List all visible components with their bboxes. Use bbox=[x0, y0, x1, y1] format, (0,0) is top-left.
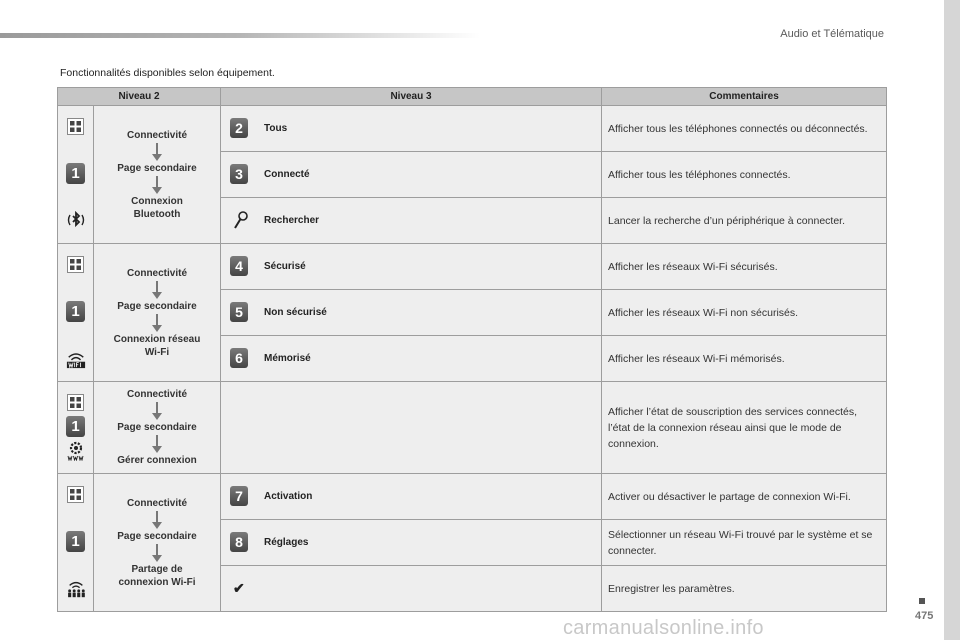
icon-cell-manage bbox=[58, 382, 94, 474]
comment-cell: Lancer la recherche d’un périphérique à connecter. bbox=[602, 198, 887, 244]
header-accent-bar bbox=[0, 33, 480, 38]
page-number: 475 bbox=[915, 610, 934, 622]
page-marker bbox=[919, 598, 925, 604]
level3-label: Tous bbox=[264, 123, 288, 134]
chain-cell-bluetooth bbox=[94, 106, 221, 244]
section-title: Audio et Télématique bbox=[780, 28, 884, 40]
arrow-down-icon bbox=[152, 143, 162, 161]
step-badge: 1 bbox=[66, 163, 85, 184]
wifi-icon bbox=[66, 349, 86, 369]
level3-cell bbox=[221, 520, 602, 566]
chain-step-connectivite: Connectivité bbox=[127, 497, 188, 509]
features-table bbox=[57, 87, 887, 612]
arrow-down-icon bbox=[152, 544, 162, 562]
comment-cell: Afficher tous les téléphones connectés. bbox=[602, 152, 887, 198]
step-badge: 1 bbox=[66, 416, 85, 437]
chain-step-connectivite: Connectivité bbox=[127, 267, 188, 279]
hotspot-sharing-icon bbox=[66, 579, 86, 599]
level3-label: Réglages bbox=[264, 537, 309, 548]
level3-cell bbox=[221, 566, 602, 612]
chain-step-connectivite: Connectivité bbox=[127, 129, 188, 141]
comment-cell: Afficher tous les téléphones connectés ou déconnectés. bbox=[602, 106, 887, 152]
page-edge-strip bbox=[944, 0, 960, 640]
level3-cell bbox=[221, 474, 602, 520]
chain-step-connectivite: Connectivité bbox=[127, 389, 188, 400]
level3-label: Non sécurisé bbox=[264, 307, 327, 318]
step-badge: 1 bbox=[66, 301, 85, 322]
comment-cell: Activer ou désactiver le partage de connexion Wi-Fi. bbox=[602, 474, 887, 520]
comment-cell: Sélectionner un réseau Wi-Fi trouvé par le système et se connecter. bbox=[602, 520, 887, 566]
grid-icon bbox=[67, 118, 84, 135]
chain-step-gerer-connexion: Gérer connexion bbox=[117, 455, 197, 466]
arrow-down-icon bbox=[152, 402, 162, 420]
chain-step-page-secondaire: Page secondaire bbox=[117, 162, 197, 174]
table-row bbox=[58, 244, 887, 290]
comment-cell: Afficher l’état de souscription des services connectés, l’état de la connexion réseau ainsi que le mode de connexion. bbox=[602, 382, 887, 474]
step-badge: 3 bbox=[230, 164, 248, 184]
table-header-row bbox=[58, 88, 887, 106]
grid-icon bbox=[67, 486, 84, 503]
icon-cell-wifi bbox=[58, 244, 94, 382]
arrow-down-icon bbox=[152, 176, 162, 194]
arrow-down-icon bbox=[152, 314, 162, 332]
comment-cell: Enregistrer les paramètres. bbox=[602, 566, 887, 612]
chain-step-page-secondaire: Page secondaire bbox=[117, 300, 197, 312]
step-badge: 8 bbox=[230, 532, 248, 552]
level3-label: Mémorisé bbox=[264, 353, 311, 364]
chain-cell-hotspot bbox=[94, 474, 221, 612]
step-badge: 2 bbox=[230, 118, 248, 138]
arrow-down-icon bbox=[152, 511, 162, 529]
arrow-down-icon bbox=[152, 281, 162, 299]
table-row bbox=[58, 106, 887, 152]
chain-cell-manage bbox=[94, 382, 221, 474]
arrow-down-icon bbox=[152, 435, 162, 453]
step-badge: 5 bbox=[230, 302, 248, 322]
grid-icon bbox=[67, 394, 84, 411]
chain-step-partage-connexion: Partage de connexion Wi-Fi bbox=[118, 563, 196, 588]
level3-label: Sécurisé bbox=[264, 261, 306, 272]
level3-cell bbox=[221, 336, 602, 382]
watermark: carmanualsonline.info bbox=[563, 617, 764, 639]
step-badge: 6 bbox=[230, 348, 248, 368]
grid-icon bbox=[67, 256, 84, 273]
checkmark-icon: ✔ bbox=[233, 580, 245, 596]
chain-step-page-secondaire: Page secondaire bbox=[117, 530, 197, 542]
level3-cell bbox=[221, 152, 602, 198]
chain-step-connexion-wifi: Connexion réseau Wi-Fi bbox=[113, 333, 201, 358]
comment-cell: Afficher les réseaux Wi-Fi sécurisés. bbox=[602, 244, 887, 290]
comment-cell: Afficher les réseaux Wi-Fi non sécurisés. bbox=[602, 290, 887, 336]
level3-cell bbox=[221, 244, 602, 290]
chain-step-connexion-bluetooth: Connexion Bluetooth bbox=[131, 195, 183, 220]
bluetooth-icon bbox=[66, 211, 86, 231]
header-niveau-2: Niveau 2 bbox=[58, 88, 221, 106]
level3-cell-empty bbox=[221, 382, 602, 474]
chain-cell-wifi bbox=[94, 244, 221, 382]
level3-cell bbox=[221, 290, 602, 336]
level3-label: Rechercher bbox=[264, 215, 320, 226]
icon-cell-bluetooth bbox=[58, 106, 94, 244]
header-niveau-3: Niveau 3 bbox=[221, 88, 602, 106]
level3-label: Connecté bbox=[264, 169, 310, 180]
level3-label: Activation bbox=[264, 491, 313, 502]
comment-cell: Afficher les réseaux Wi-Fi mémorisés. bbox=[602, 336, 887, 382]
level3-cell bbox=[221, 198, 602, 244]
level3-cell bbox=[221, 106, 602, 152]
step-badge: 1 bbox=[66, 531, 85, 552]
search-pointer-icon bbox=[233, 210, 249, 230]
step-badge: 4 bbox=[230, 256, 248, 276]
table-row bbox=[58, 382, 887, 474]
header-commentaires: Commentaires bbox=[602, 88, 887, 106]
table-row bbox=[58, 474, 887, 520]
icon-cell-hotspot bbox=[58, 474, 94, 612]
gear-www-icon bbox=[66, 441, 86, 461]
step-badge: 7 bbox=[230, 486, 248, 506]
chain-step-page-secondaire: Page secondaire bbox=[117, 422, 197, 433]
intro-text: Fonctionnalités disponibles selon équipement. bbox=[60, 67, 275, 79]
